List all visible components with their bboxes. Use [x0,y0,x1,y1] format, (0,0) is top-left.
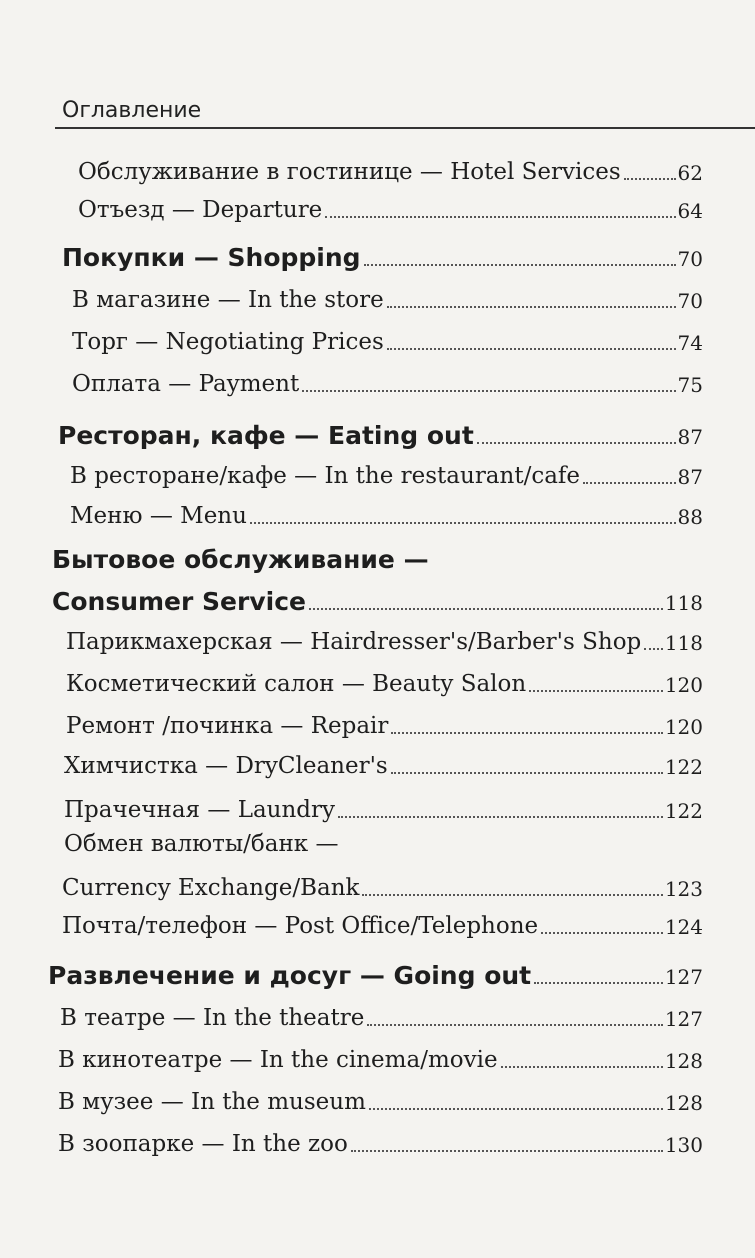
toc-page-number: 123 [664,877,703,901]
toc-entry [62,868,703,902]
toc-entry [70,456,703,490]
toc-entry [72,280,703,314]
toc-entry [64,790,703,824]
dot-leader [529,690,663,692]
toc-entry-title: Косметический салон — Beauty Salon [66,671,527,697]
dot-leader [501,1066,663,1068]
dot-leader [338,816,663,818]
toc-page-number: 120 [664,673,703,697]
toc-entry-title: Химчистка — DryCleaner's [64,753,388,779]
toc-page-number: 120 [664,715,703,739]
toc-entry-title: Парикмахерская — Hairdresser's/Barber's Shop [66,629,642,655]
toc-entry [58,1124,703,1158]
toc-entry-title: В кинотеатре — In the cinema/movie [58,1047,498,1073]
toc-section-title: Развлечение и досуг — Going out [48,961,532,990]
toc-page-number: 70 [677,289,703,313]
header-divider [55,127,755,129]
toc-entry-title: Торг — Negotiating Prices [72,329,384,355]
toc-entry [66,622,703,656]
dot-leader [391,732,662,734]
toc-entry [58,1082,703,1116]
dot-leader [325,216,675,218]
toc-entry-title: В музее — In the museum [58,1089,366,1115]
toc-page-number: 128 [664,1049,703,1073]
dot-leader [250,522,676,524]
toc-page-number: 118 [664,591,703,615]
toc-section-title: Ресторан, кафе — Eating out [58,421,474,450]
toc-page-number: 70 [677,247,703,271]
toc-page-number: 127 [664,1007,703,1031]
dot-leader [391,772,663,774]
toc-page-number: 75 [677,373,703,397]
dot-leader [624,178,676,180]
dot-leader [541,932,663,934]
toc-page-number: 122 [664,799,703,823]
toc-page-number: 124 [664,915,703,939]
toc-page-number: 127 [664,965,703,989]
toc-section-title-line1: Бытовое обслуживание — [52,545,429,574]
toc-page-number: 87 [677,425,703,449]
toc-entry [64,746,703,780]
toc-page-number: 118 [664,631,703,655]
toc-entry [62,906,703,940]
toc-entry [58,1040,703,1074]
dot-leader [387,306,676,308]
toc-entry [78,152,703,186]
toc-section-title: Покупки — Shopping [62,243,361,272]
toc-entry-title: В магазине — In the store [72,287,384,313]
dot-leader [583,482,676,484]
dot-leader [362,894,662,896]
toc-page-number: 128 [664,1091,703,1115]
toc-entry-title: В театре — In the theatre [60,1005,365,1031]
dot-leader [387,348,676,350]
dot-leader [369,1108,663,1110]
toc-page-number: 74 [677,331,703,355]
dot-leader [309,608,663,610]
toc-entry-title: Меню — Menu [70,503,247,529]
dot-leader [644,648,663,650]
dot-leader [364,264,676,266]
toc-page-number: 88 [677,505,703,529]
toc-entry [60,998,703,1032]
toc-page-number: 130 [664,1133,703,1157]
toc-page-number: 62 [677,161,703,185]
toc-entry [66,664,703,698]
toc-entry-title: Currency Exchange/Bank [62,875,360,901]
toc-entry-title: Оплата — Payment [72,371,300,397]
dot-leader [367,1024,662,1026]
toc-page-number: 122 [664,755,703,779]
toc-entry [78,190,703,224]
toc-entry [72,364,703,398]
toc-entry [66,706,703,740]
toc-section-entry [52,582,703,616]
toc-section-entry [48,956,703,990]
dot-leader [534,982,663,984]
toc-entry [70,496,703,530]
dot-leader [477,442,676,444]
toc-section-title: Consumer Service [52,587,306,616]
toc-entry-title: Почта/телефон — Post Office/Telephone [62,913,539,939]
toc-section-entry [58,416,703,450]
page-header-title: Оглавление [62,98,202,123]
toc-entry-title: Ремонт /починка — Repair [66,713,389,739]
toc-entry-title: В ресторане/кафе — In the restaurant/cafe [70,463,581,489]
toc-page-number: 64 [677,199,703,223]
toc-entry-title: В зоопарке — In the zoo [58,1131,348,1157]
toc-entry-title: Обслуживание в гостинице — Hotel Services [78,159,621,185]
dot-leader [351,1150,663,1152]
toc-page-number: 87 [677,465,703,489]
toc-entry-title: Отъезд — Departure [78,197,323,223]
dot-leader [302,390,675,392]
toc-section-entry [62,238,703,272]
toc-entry-title-line1: Обмен валюты/банк — [64,831,339,857]
toc-entry-title: Прачечная — Laundry [64,797,336,823]
toc-entry [72,322,703,356]
